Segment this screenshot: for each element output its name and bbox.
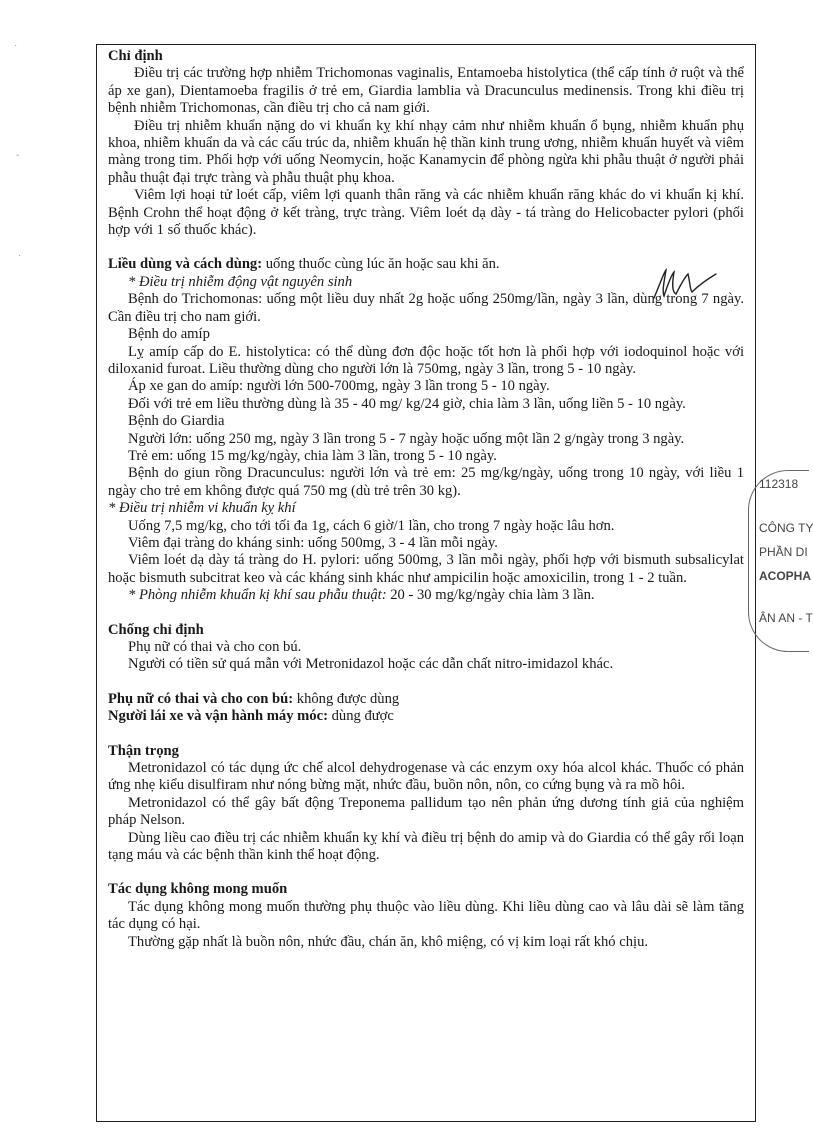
margin-speck: ·	[14, 40, 18, 51]
dosage-amoeba-2: Áp xe gan do amíp: người lớn 500-700mg, ngày 3 lần trong 5 - 10 ngày.	[128, 378, 550, 395]
dosage-dracunculus: Bệnh do giun rồng Dracunculus: người lớn và trẻ em: 25 mg/kg/ngày, uống trong 10 ngày, với liều 1 ngày cho trẻ em không được quá 750 mg (dù trẻ trên 30 kg).	[108, 465, 744, 499]
precautions-paragraph-2: Metronidazol có thể gây bất động Treponema pallidum tạo nên phản ứng dương tính giả của nghiệm pháp Nelson.	[108, 794, 744, 829]
stamp-line-company: CÔNG TY	[759, 521, 813, 535]
dosage-trichomonas: Bệnh do Trichomonas: uống một liều duy nhất 2g hoặc uống 250mg/lần, ngày 3 lần, dùng trong 7 ngày. Cần điều trị cho nam giới.	[108, 291, 744, 325]
indications-paragraph-3: Viêm lợi hoại tử loét cấp, viêm lợi quanh thân răng và các nhiễm khuẩn răng khác do vi khuẩn kị khí. Bệnh Crohn thể hoạt động ở kết tràng, trực tràng. Viêm loét dạ dày - tá tràng do Helicobacter pylori (phối hợp với 1 số thuốc khác).	[108, 187, 744, 239]
pregnancy-label: Phụ nữ có thai và cho con bú:	[108, 690, 294, 707]
stamp-line-share: PHẦN DI	[759, 545, 808, 559]
contraindications-line-1: Phụ nữ có thai và cho con bú.	[128, 639, 302, 655]
stamp-number: 112318	[759, 477, 799, 491]
side-effects-paragraph-2: Thường gặp nhất là buồn nôn, nhức đầu, chán ăn, khô miệng, có vị kim loại rất khó chịu.	[128, 933, 649, 950]
leaflet-content	[108, 48, 744, 951]
dosage-amoeba-1: Lỵ amíp cấp do E. histolytica: có thể dùng đơn độc hoặc tốt hơn là phối hợp với iodoquinol hoặc với diloxanid furoat. Liều thường dùng cho người lớn là 750mg, ngày 3 lần, trong 5 - 10 ngày.	[108, 343, 744, 377]
dosage-prevention-label: * Phòng nhiễm khuẩn kị khí sau phẫu thuật:	[128, 587, 387, 604]
precautions-paragraph-1: Metronidazol có tác dụng ức chế alcol dehydrogenase và các enzym oxy hóa alcol khác. Thuốc có phản ứng nhẹ kiểu disulfiram như nóng bừng mặt, nhức đầu, buồn nôn, nôn, co cứng bụng và ra mồ hôi.	[108, 760, 744, 794]
dosage-anaerobic-title: * Điều trị nhiễm vi khuẩn kỵ khí	[108, 500, 296, 517]
pregnancy-line	[108, 691, 744, 708]
precautions-heading: Thận trọng	[108, 742, 179, 759]
handwritten-signature	[650, 264, 720, 304]
dosage-amoeba-3: Đối với trẻ em liều thường dùng là 35 - 40 mg/ kg/24 giờ, chia làm 3 lần, uống liền 5 - 10 ngày.	[128, 395, 686, 412]
dosage-protozoa-title: * Điều trị nhiễm động vật nguyên sinh	[128, 273, 353, 290]
contraindications-line-2: Người có tiền sử quá mẫn với Metronidazol hoặc các dẫn chất nitro-imidazol khác.	[128, 656, 614, 673]
driving-label: Người lái xe và vận hành máy móc:	[108, 708, 328, 725]
side-effects-paragraph-1: Tác dụng không mong muốn thường phụ thuộc vào liều dùng. Khi liều dùng cao và lâu dài sẽ làm tăng tác dụng có hại.	[108, 898, 744, 933]
dosage-hpylori: Viêm loét dạ dày tá tràng do H. pylori: uống 500mg, 3 lần mỗi ngày, phối hợp với bismuth subsalicylat hoặc bismuth subcitrat keo và các kháng sinh khác như ampicilin hoặc amoxicilin, trong 1 - 2 tuần.	[108, 552, 744, 586]
margin-speck: -	[16, 150, 20, 161]
stamp-line-location: ÂN AN - T	[759, 611, 813, 625]
dosage-giardia-2: Trẻ em: uống 15 mg/kg/ngày, chia làm 3 lần, trong 5 - 10 ngày.	[128, 447, 497, 464]
dosage-prevention-text: 20 - 30 mg/kg/ngày chia làm 3 lần.	[386, 587, 595, 604]
dosage-amoeba-title: Bệnh do amíp	[128, 326, 210, 343]
indications-paragraph-1: Điều trị các trường hợp nhiễm Trichomonas vaginalis, Entamoeba histolytica (thể cấp tính ở ruột và thể áp xe gan), Dientamoeba fragilis ở trẻ em, Giardia lamblia và Dracunculus medinensis. Trong khi điều trị bệnh nhiễm Trichomonas, cần điều trị cho cả nam giới.	[108, 65, 744, 117]
dosage-anaerobic-1: Uống 7,5 mg/kg, cho tới tối đa 1g, cách 6 giờ/1 lần, cho trong 7 ngày hoặc lâu hơn.	[128, 517, 615, 534]
dosage-giardia-1: Người lớn: uống 250 mg, ngày 3 lần trong 5 - 7 ngày hoặc uống một lần 2 g/ngày trong 3 ngày.	[128, 430, 685, 447]
dosage-heading: Liều dùng và cách dùng:	[108, 256, 263, 273]
indications-heading: Chỉ định	[108, 48, 163, 64]
driving-line	[108, 708, 744, 725]
driving-value: dùng được	[327, 708, 394, 725]
dosage-heading-text: uống thuốc cùng lúc ăn hoặc sau khi ăn.	[262, 256, 500, 273]
margin-speck: ·	[18, 250, 22, 261]
dosage-heading-line	[108, 256, 744, 273]
side-effects-heading: Tác dụng không mong muốn	[108, 881, 288, 898]
stamp-line-name: ACOPHA	[759, 569, 812, 583]
indications-paragraph-2: Điều trị nhiễm khuẩn nặng do vi khuẩn kỵ khí nhạy cảm như nhiễm khuẩn ổ bụng, nhiễm khuẩn phụ khoa, nhiễm khuẩn da và các cấu trúc da, nhiễm khuẩn hệ thần kinh trung ương, nhiễm khuẩn huyết và viêm màng trong tim. Phối hợp với uống Neomycin, hoặc Kanamycin để phòng ngừa khi phẫu thuật ở người phải phẫu thuật đại trực tràng và phẫu thuật phụ khoa.	[108, 117, 744, 186]
pregnancy-value: không được dùng	[293, 690, 400, 707]
contraindications-heading: Chống chỉ định	[108, 621, 204, 638]
dosage-colitis: Viêm đại tràng do kháng sinh: uống 500mg, 3 - 4 lần mỗi ngày.	[128, 534, 498, 551]
precautions-paragraph-3: Dùng liều cao điều trị các nhiễm khuẩn kỵ khí và điều trị bệnh do amip và do Giardia có thể gây rối loạn tạng máu và các bệnh thần kinh thể hoạt động.	[108, 829, 744, 864]
dosage-prevention-line	[108, 587, 744, 604]
dosage-giardia-title: Bệnh do Giardia	[128, 413, 225, 430]
company-stamp	[748, 470, 813, 652]
